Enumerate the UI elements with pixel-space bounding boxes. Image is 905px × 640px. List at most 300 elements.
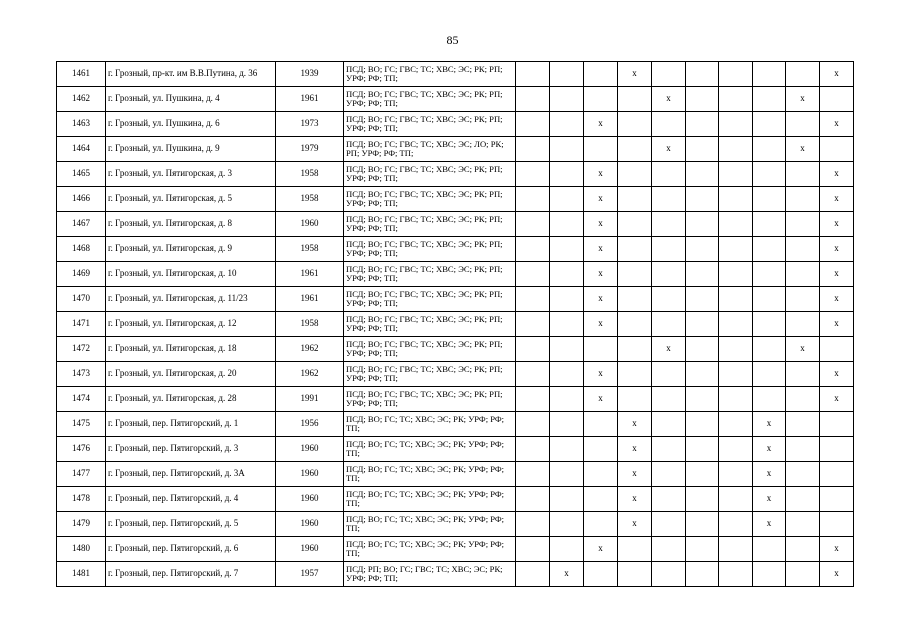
mark-cell: x (618, 412, 652, 437)
mark-cell (516, 312, 550, 337)
mark-cell (550, 237, 584, 262)
table-row (57, 512, 854, 537)
mark-cell (652, 287, 686, 312)
table-body (57, 62, 854, 587)
mark-cell (618, 87, 652, 112)
address-cell: г. Грозный, ул. Пятигорская, д. 12 (106, 312, 276, 337)
year-cell: 1960 (276, 212, 344, 237)
table-row (57, 337, 854, 362)
row-number-cell: 1480 (57, 537, 106, 562)
mark-cell (652, 387, 686, 412)
year-cell: 1961 (276, 287, 344, 312)
mark-cell (753, 287, 786, 312)
mark-cell (652, 362, 686, 387)
mark-cell (719, 287, 753, 312)
mark-cell (719, 462, 753, 487)
mark-cell (719, 312, 753, 337)
table-row (57, 562, 854, 587)
mark-cell (618, 562, 652, 587)
year-cell: 1991 (276, 387, 344, 412)
row-number-cell: 1471 (57, 312, 106, 337)
mark-cell (618, 387, 652, 412)
mark-cell (786, 162, 820, 187)
mark-cell (786, 437, 820, 462)
mark-cell (719, 512, 753, 537)
mark-cell (516, 287, 550, 312)
table-row (57, 487, 854, 512)
year-cell: 1958 (276, 312, 344, 337)
mark-cell (719, 337, 753, 362)
mark-cell (753, 537, 786, 562)
mark-cell (786, 112, 820, 137)
mark-cell: x (820, 187, 854, 212)
mark-cell (786, 362, 820, 387)
mark-cell (516, 162, 550, 187)
table-row (57, 312, 854, 337)
mark-cell (753, 137, 786, 162)
mark-cell: x (820, 62, 854, 87)
mark-cell (652, 62, 686, 87)
mark-cell (516, 337, 550, 362)
mark-cell (584, 462, 618, 487)
services-cell: ПСД; ВО; ГС; ГВС; ТС; ХВС; ЭС; РК; РП; УРФ; РФ; ТП; (344, 262, 516, 287)
year-cell: 1960 (276, 462, 344, 487)
table-row (57, 462, 854, 487)
mark-cell (550, 262, 584, 287)
mark-cell (652, 262, 686, 287)
mark-cell (719, 387, 753, 412)
year-cell: 1960 (276, 512, 344, 537)
year-cell: 1958 (276, 187, 344, 212)
year-cell: 1956 (276, 412, 344, 437)
mark-cell (550, 537, 584, 562)
address-cell: г. Грозный, пер. Пятигорский, д. 1 (106, 412, 276, 437)
services-cell: ПСД; ВО; ГС; ТС; ХВС; ЭС; РК; УРФ; РФ; ТП; (344, 537, 516, 562)
row-number-cell: 1477 (57, 462, 106, 487)
mark-cell: x (786, 87, 820, 112)
mark-cell (516, 262, 550, 287)
mark-cell (618, 262, 652, 287)
address-cell: г. Грозный, ул. Пушкина, д. 6 (106, 112, 276, 137)
services-cell: ПСД; ВО; ГС; ГВС; ТС; ХВС; ЭС; РК; РП; УРФ; РФ; ТП; (344, 312, 516, 337)
mark-cell (550, 162, 584, 187)
services-cell: ПСД; ВО; ГС; ГВС; ТС; ХВС; ЭС; РК; РП; УРФ; РФ; ТП; (344, 387, 516, 412)
services-cell: ПСД; ВО; ГС; ТС; ХВС; ЭС; РК; УРФ; РФ; ТП; (344, 437, 516, 462)
mark-cell (686, 387, 719, 412)
services-cell: ПСД; ВО; ГС; ГВС; ТС; ХВС; ЭС; РК; РП; УРФ; РФ; ТП; (344, 212, 516, 237)
services-cell: ПСД; ВО; ГС; ТС; ХВС; ЭС; РК; УРФ; РФ; ТП; (344, 462, 516, 487)
mark-cell (516, 462, 550, 487)
mark-cell: x (584, 262, 618, 287)
mark-cell (652, 412, 686, 437)
mark-cell (618, 312, 652, 337)
mark-cell (652, 537, 686, 562)
mark-cell (516, 512, 550, 537)
address-cell: г. Грозный, ул. Пятигорская, д. 9 (106, 237, 276, 262)
table-row (57, 262, 854, 287)
mark-cell: x (652, 337, 686, 362)
mark-cell (686, 412, 719, 437)
mark-cell: x (820, 212, 854, 237)
mark-cell: x (820, 262, 854, 287)
mark-cell (786, 212, 820, 237)
services-cell: ПСД; ВО; ГС; ТС; ХВС; ЭС; РК; УРФ; РФ; ТП; (344, 412, 516, 437)
mark-cell (652, 162, 686, 187)
row-number-cell: 1465 (57, 162, 106, 187)
mark-cell (820, 437, 854, 462)
mark-cell (550, 487, 584, 512)
services-cell: ПСД; ВО; ГС; ТС; ХВС; ЭС; РК; УРФ; РФ; ТП; (344, 487, 516, 512)
mark-cell (686, 437, 719, 462)
mark-cell: x (584, 387, 618, 412)
mark-cell (652, 437, 686, 462)
address-cell: г. Грозный, ул. Пятигорская, д. 10 (106, 262, 276, 287)
mark-cell (686, 87, 719, 112)
mark-cell (686, 537, 719, 562)
table-row (57, 162, 854, 187)
address-cell: г. Грозный, пер. Пятигорский, д. 7 (106, 562, 276, 587)
services-cell: ПСД; ВО; ГС; ГВС; ТС; ХВС; ЭС; РК; РП; УРФ; РФ; ТП; (344, 362, 516, 387)
mark-cell (516, 387, 550, 412)
mark-cell (719, 437, 753, 462)
mark-cell (516, 412, 550, 437)
table-row (57, 187, 854, 212)
mark-cell (584, 137, 618, 162)
address-cell: г. Грозный, ул. Пятигорская, д. 8 (106, 212, 276, 237)
table-row (57, 387, 854, 412)
mark-cell (786, 237, 820, 262)
mark-cell (686, 512, 719, 537)
mark-cell: x (584, 287, 618, 312)
year-cell: 1961 (276, 87, 344, 112)
mark-cell (584, 437, 618, 462)
mark-cell (516, 362, 550, 387)
mark-cell: x (618, 512, 652, 537)
mark-cell (786, 387, 820, 412)
address-cell: г. Грозный, пр-кт. им В.В.Путина, д. 36 (106, 62, 276, 87)
row-number-cell: 1479 (57, 512, 106, 537)
mark-cell (786, 512, 820, 537)
table-row (57, 412, 854, 437)
mark-cell (719, 87, 753, 112)
mark-cell (550, 462, 584, 487)
mark-cell (550, 387, 584, 412)
address-cell: г. Грозный, пер. Пятигорский, д. 6 (106, 537, 276, 562)
mark-cell (686, 262, 719, 287)
mark-cell (516, 212, 550, 237)
mark-cell (719, 537, 753, 562)
mark-cell (786, 412, 820, 437)
mark-cell: x (820, 312, 854, 337)
mark-cell: x (584, 312, 618, 337)
services-cell: ПСД; ВО; ГС; ГВС; ТС; ХВС; ЭС; РК; РП; УРФ; РФ; ТП; (344, 87, 516, 112)
mark-cell (652, 112, 686, 137)
row-number-cell: 1473 (57, 362, 106, 387)
mark-cell (820, 337, 854, 362)
mark-cell (719, 62, 753, 87)
services-cell: ПСД; ВО; ГС; ТС; ХВС; ЭС; РК; УРФ; РФ; ТП; (344, 512, 516, 537)
address-cell: г. Грозный, ул. Пушкина, д. 4 (106, 87, 276, 112)
mark-cell (618, 162, 652, 187)
address-cell: г. Грозный, ул. Пятигорская, д. 3 (106, 162, 276, 187)
mark-cell (786, 62, 820, 87)
mark-cell (550, 337, 584, 362)
mark-cell (686, 237, 719, 262)
mark-cell (516, 137, 550, 162)
mark-cell: x (550, 562, 584, 587)
mark-cell (584, 487, 618, 512)
mark-cell (516, 187, 550, 212)
mark-cell (719, 187, 753, 212)
mark-cell (719, 112, 753, 137)
mark-cell (652, 562, 686, 587)
row-number-cell: 1467 (57, 212, 106, 237)
row-number-cell: 1481 (57, 562, 106, 587)
mark-cell (753, 337, 786, 362)
mark-cell (652, 487, 686, 512)
mark-cell: x (786, 137, 820, 162)
mark-cell (686, 487, 719, 512)
row-number-cell: 1472 (57, 337, 106, 362)
mark-cell: x (820, 562, 854, 587)
services-cell: ПСД; РП; ВО; ГС; ГВС; ТС; ХВС; ЭС; РК; УРФ; РФ; ТП; (344, 562, 516, 587)
mark-cell (584, 337, 618, 362)
mark-cell: x (584, 362, 618, 387)
table-row (57, 87, 854, 112)
mark-cell (686, 187, 719, 212)
services-cell: ПСД; ВО; ГС; ГВС; ТС; ХВС; ЭС; ЛО; РК; РП; УРФ; РФ; ТП; (344, 137, 516, 162)
mark-cell (550, 62, 584, 87)
mark-cell (753, 237, 786, 262)
table-row (57, 287, 854, 312)
year-cell: 1958 (276, 237, 344, 262)
year-cell: 1973 (276, 112, 344, 137)
mark-cell (550, 137, 584, 162)
mark-cell: x (820, 162, 854, 187)
mark-cell (820, 487, 854, 512)
mark-cell: x (584, 187, 618, 212)
year-cell: 1960 (276, 537, 344, 562)
mark-cell (786, 187, 820, 212)
services-cell: ПСД; ВО; ГС; ГВС; ТС; ХВС; ЭС; РК; РП; УРФ; РФ; ТП; (344, 187, 516, 212)
year-cell: 1958 (276, 162, 344, 187)
mark-cell (516, 487, 550, 512)
mark-cell (719, 212, 753, 237)
year-cell: 1961 (276, 262, 344, 287)
mark-cell (719, 362, 753, 387)
mark-cell (786, 462, 820, 487)
mark-cell: x (618, 437, 652, 462)
row-number-cell: 1474 (57, 387, 106, 412)
mark-cell (618, 187, 652, 212)
mark-cell: x (584, 537, 618, 562)
mark-cell (753, 312, 786, 337)
address-cell: г. Грозный, пер. Пятигорский, д. 4 (106, 487, 276, 512)
mark-cell (516, 87, 550, 112)
mark-cell: x (652, 87, 686, 112)
services-cell: ПСД; ВО; ГС; ГВС; ТС; ХВС; ЭС; РК; РП; УРФ; РФ; ТП; (344, 62, 516, 87)
row-number-cell: 1470 (57, 287, 106, 312)
mark-cell (550, 312, 584, 337)
mark-cell (753, 262, 786, 287)
mark-cell (820, 412, 854, 437)
row-number-cell: 1475 (57, 412, 106, 437)
mark-cell (719, 487, 753, 512)
mark-cell (786, 562, 820, 587)
address-cell: г. Грозный, ул. Пятигорская, д. 11/23 (106, 287, 276, 312)
table-row (57, 112, 854, 137)
address-cell: г. Грозный, пер. Пятигорский, д. 3 (106, 437, 276, 462)
mark-cell: x (753, 437, 786, 462)
mark-cell (753, 362, 786, 387)
row-number-cell: 1461 (57, 62, 106, 87)
mark-cell: x (584, 237, 618, 262)
mark-cell (652, 462, 686, 487)
mark-cell (584, 512, 618, 537)
year-cell: 1939 (276, 62, 344, 87)
mark-cell (618, 112, 652, 137)
mark-cell (786, 537, 820, 562)
mark-cell (786, 262, 820, 287)
mark-cell (516, 562, 550, 587)
year-cell: 1960 (276, 437, 344, 462)
mark-cell (550, 437, 584, 462)
mark-cell (686, 137, 719, 162)
mark-cell (719, 412, 753, 437)
mark-cell (584, 412, 618, 437)
table-row (57, 362, 854, 387)
mark-cell: x (753, 412, 786, 437)
mark-cell (753, 112, 786, 137)
address-cell: г. Грозный, ул. Пятигорская, д. 28 (106, 387, 276, 412)
mark-cell (686, 62, 719, 87)
mark-cell (618, 362, 652, 387)
mark-cell: x (584, 212, 618, 237)
mark-cell: x (618, 462, 652, 487)
mark-cell (753, 87, 786, 112)
mark-cell (719, 237, 753, 262)
mark-cell (584, 62, 618, 87)
mark-cell (618, 287, 652, 312)
mark-cell: x (618, 62, 652, 87)
mark-cell (516, 62, 550, 87)
mark-cell (516, 537, 550, 562)
mark-cell (550, 112, 584, 137)
mark-cell (652, 512, 686, 537)
mark-cell: x (820, 112, 854, 137)
mark-cell (820, 137, 854, 162)
table-row (57, 237, 854, 262)
mark-cell (753, 162, 786, 187)
mark-cell (652, 212, 686, 237)
year-cell: 1962 (276, 337, 344, 362)
mark-cell (686, 337, 719, 362)
mark-cell (618, 137, 652, 162)
mark-cell (550, 187, 584, 212)
row-number-cell: 1463 (57, 112, 106, 137)
mark-cell (618, 237, 652, 262)
mark-cell (584, 562, 618, 587)
mark-cell (753, 187, 786, 212)
mark-cell (618, 212, 652, 237)
mark-cell (652, 237, 686, 262)
services-cell: ПСД; ВО; ГС; ГВС; ТС; ХВС; ЭС; РК; РП; УРФ; РФ; ТП; (344, 237, 516, 262)
mark-cell: x (584, 112, 618, 137)
address-cell: г. Грозный, ул. Пятигорская, д. 5 (106, 187, 276, 212)
page-number: 85 (446, 33, 459, 47)
mark-cell: x (584, 162, 618, 187)
row-number-cell: 1469 (57, 262, 106, 287)
row-number-cell: 1468 (57, 237, 106, 262)
mark-cell (618, 337, 652, 362)
mark-cell (820, 462, 854, 487)
mark-cell: x (820, 362, 854, 387)
mark-cell (686, 287, 719, 312)
mark-cell (719, 562, 753, 587)
mark-cell: x (820, 287, 854, 312)
address-cell: г. Грозный, пер. Пятигорский, д. 3А (106, 462, 276, 487)
mark-cell (516, 437, 550, 462)
mark-cell (719, 162, 753, 187)
row-number-cell: 1462 (57, 87, 106, 112)
mark-cell: x (786, 337, 820, 362)
services-cell: ПСД; ВО; ГС; ГВС; ТС; ХВС; ЭС; РК; РП; УРФ; РФ; ТП; (344, 337, 516, 362)
mark-cell (753, 387, 786, 412)
mark-cell (516, 237, 550, 262)
address-cell: г. Грозный, ул. Пятигорская, д. 18 (106, 337, 276, 362)
mark-cell (719, 137, 753, 162)
mark-cell: x (618, 487, 652, 512)
mark-cell (516, 112, 550, 137)
address-cell: г. Грозный, ул. Пушкина, д. 9 (106, 137, 276, 162)
mark-cell (753, 562, 786, 587)
mark-cell (550, 87, 584, 112)
mark-cell (652, 187, 686, 212)
mark-cell: x (820, 387, 854, 412)
mark-cell (820, 512, 854, 537)
mark-cell (686, 362, 719, 387)
table-row (57, 212, 854, 237)
mark-cell: x (820, 237, 854, 262)
services-cell: ПСД; ВО; ГС; ГВС; ТС; ХВС; ЭС; РК; РП; УРФ; РФ; ТП; (344, 287, 516, 312)
mark-cell: x (820, 537, 854, 562)
table-row (57, 62, 854, 87)
mark-cell (786, 487, 820, 512)
address-cell: г. Грозный, ул. Пятигорская, д. 20 (106, 362, 276, 387)
mark-cell (550, 212, 584, 237)
row-number-cell: 1476 (57, 437, 106, 462)
mark-cell (550, 512, 584, 537)
mark-cell (753, 62, 786, 87)
mark-cell (618, 537, 652, 562)
table-row (57, 437, 854, 462)
mark-cell (584, 87, 618, 112)
mark-cell (719, 262, 753, 287)
mark-cell (753, 212, 786, 237)
mark-cell (550, 362, 584, 387)
mark-cell (652, 312, 686, 337)
mark-cell (686, 112, 719, 137)
address-cell: г. Грозный, пер. Пятигорский, д. 5 (106, 512, 276, 537)
year-cell: 1957 (276, 562, 344, 587)
mark-cell (550, 287, 584, 312)
year-cell: 1962 (276, 362, 344, 387)
mark-cell (786, 287, 820, 312)
table-row (57, 537, 854, 562)
year-cell: 1960 (276, 487, 344, 512)
mark-cell: x (753, 462, 786, 487)
mark-cell: x (753, 487, 786, 512)
